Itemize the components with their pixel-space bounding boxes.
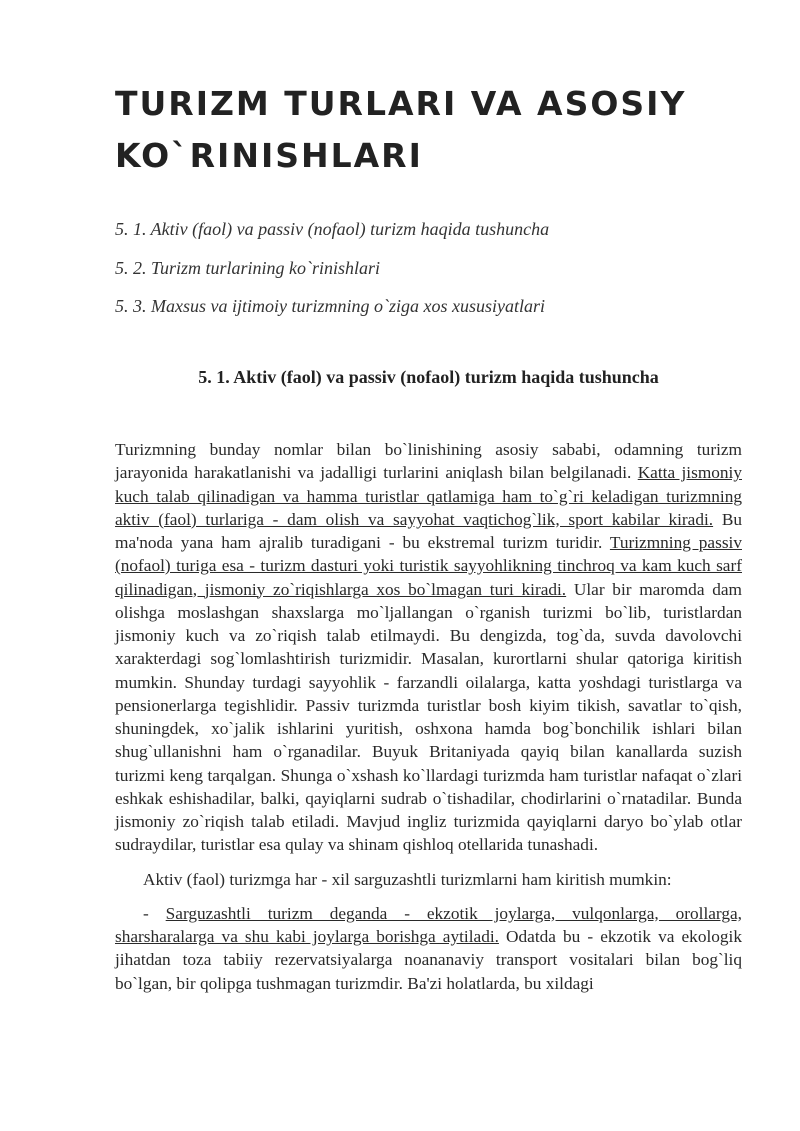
table-of-contents [115,210,735,326]
paragraph-1-underlined-1: Katta jismoniy kuch talab qilinadigan va hamma turistlar qatlamiga ham to`g`ri keladigan turizmning aktiv (faol) turlariga - dam olish va sayyohat vaqtichog`lik, sport kabilar kiradi. [115,463,742,529]
body-text [115,438,742,995]
paragraph-3-dash: - [143,903,166,923]
toc-item-5-2: 5. 2. Turizm turlarining ko`rinishlari [115,257,381,278]
paragraph-1 [115,438,742,857]
paragraph-1-text-1: Turizmning bunday nomlar bilan bo`linishining asosiy sababi, odamning turizm jarayonida harakatlanishi va jadalligi turlarini aniqlash bilan belgilanadi. [115,440,742,483]
document-title: TURIZM TURLARI VA ASOSIY KO`RINISHLARI [115,84,687,175]
paragraph-1-underlined-2: Turizmning passiv (nofaol) turiga esa - turizm dasturi yoki turistik sayyohlikning tinchroq va kam kuch sarf qilinadigan, jismoniy zo`riqishlarga xos bo`lmagan turi kiradi. [115,533,742,599]
section-heading: 5. 1. Aktiv (faol) va passiv (nofaol) turizm haqida tushuncha [198,367,659,387]
paragraph-2: Aktiv (faol) turizmga har - xil sarguzashtli turizmlarni ham kiritish mumkin: [143,869,672,889]
paragraph-3 [115,902,742,995]
toc-item-5-1: 5. 1. Aktiv (faol) va passiv (nofaol) turizm haqida tushuncha [115,219,550,239]
paragraph-1-text-2: Bu ma'noda yana ham ajralib turadigani - bu ekstremal turizm turidir. [115,509,743,552]
paragraph-3-underlined: Sarguzashtli turizm deganda - ekzotik joylarga, vulqonlarga, orollarga, sharsharalarga va shu kabi joylarga borishga aytiladi. [115,903,742,946]
toc-item-5-3: 5. 3. Maxsus va ijtimoiy turizmning o`ziga xos xususiyatlari [115,296,545,316]
paragraph-1-text-3: Ular bir maromda dam olishga moslashgan shaxslarga mo`ljallangan o`rganish turizmi bo`lib, turistlardan jismoniy kuch va zo`riqish talab etilmaydi. Bu dengizda, tog`da, suvda davolovchi xarakterdagi sog`lomlashtirish turizmidir. Masalan, kurortlarni shular qatoriga kiritish mumkin. Shunday turdagi sayyohlik - farzandli oilalarga, katta yoshdagi turistlarga va pensionerlarga tegishlidir. Passiv turizmda turistlar bosh kiyim tikish, savatlar to`qish, shuningdek, xo`jalik ishlarini yuritish, oshxona hamda bog`bonchilik ishlari bilan shug`ullanishni ham o`rganadilar. Buyuk Britaniyada qayiq bilan kanallarda suzish turizmi keng tarqalgan. Shunga o`xshash ko`llardagi turizmda ham turistlar nafaqat o`zlari eshkak eshishadilar, balki, qayiqlarni sudrab o`tishadilar, chodirlarini o`rnatadilar. Bunda jismoniy zo`riqish talab etiladi. Mavjud ingliz turizmida qayiqlarni daryo bo`ylab otlar sudraydilar, turistlar esa qulay va shinam qishloq otellarida tunashadi. [115,579,742,855]
paragraph-3-text: Odatda bu - ekzotik va ekologik jihatdan toza tabiiy rezervatsiyalarga noananaviy transport vositalari bilan bog`liq bo`lgan, bir qolipga tushmagan turizmdir. Ba'zi holatlarda, bu xildagi [115,927,742,993]
